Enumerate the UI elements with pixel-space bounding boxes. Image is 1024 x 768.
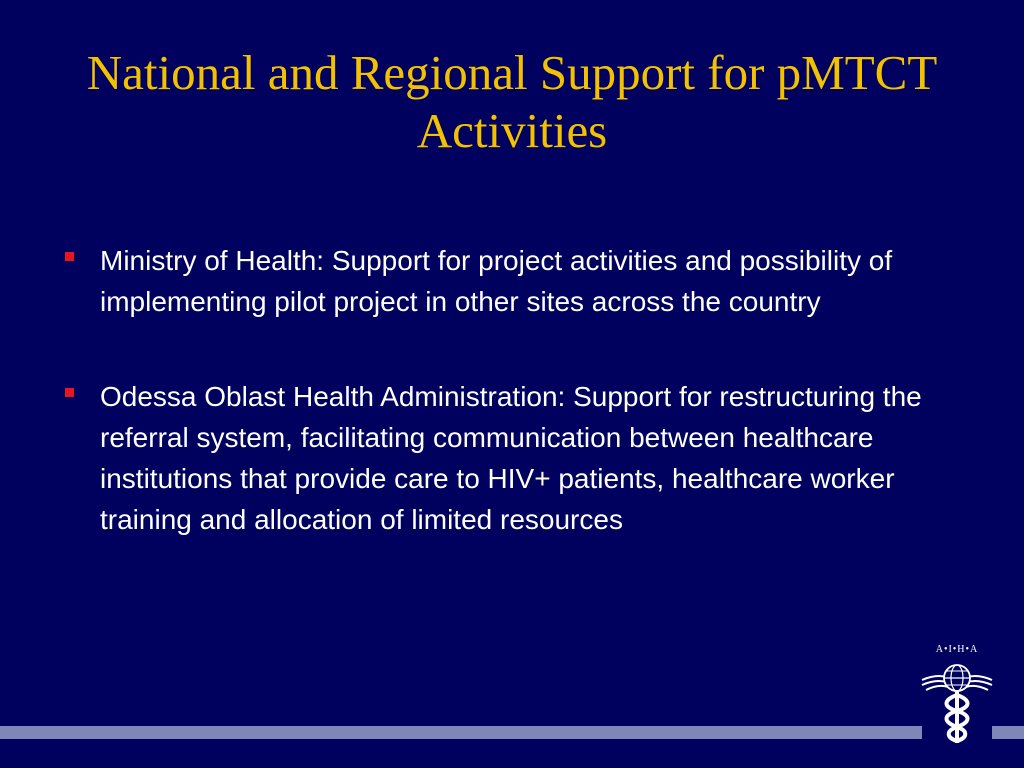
bullet-text: Odessa Oblast Health Administration: Support for restructuring the referral system, facilitating communication between healthcare institutions that provide care to HIV+ patients, healthcare worker training and allocation of limited resources xyxy=(100,381,922,535)
logo-text: A•I•H•A xyxy=(935,644,979,655)
caduceus-globe-icon xyxy=(918,644,996,744)
aiha-logo xyxy=(918,644,996,744)
bullet-marker-icon xyxy=(65,252,74,261)
bullet-list xyxy=(62,240,972,594)
slide-title: National and Regional Support for pMTCT Activities xyxy=(86,45,938,158)
footer-bar xyxy=(992,726,1024,739)
bullet-item xyxy=(62,240,972,322)
bullet-marker-icon xyxy=(65,388,74,397)
footer-bar xyxy=(0,726,922,739)
bullet-item xyxy=(62,376,972,540)
bullet-text: Ministry of Health: Support for project activities and possibility of implementing pilot project in other sites across the country xyxy=(100,245,893,317)
